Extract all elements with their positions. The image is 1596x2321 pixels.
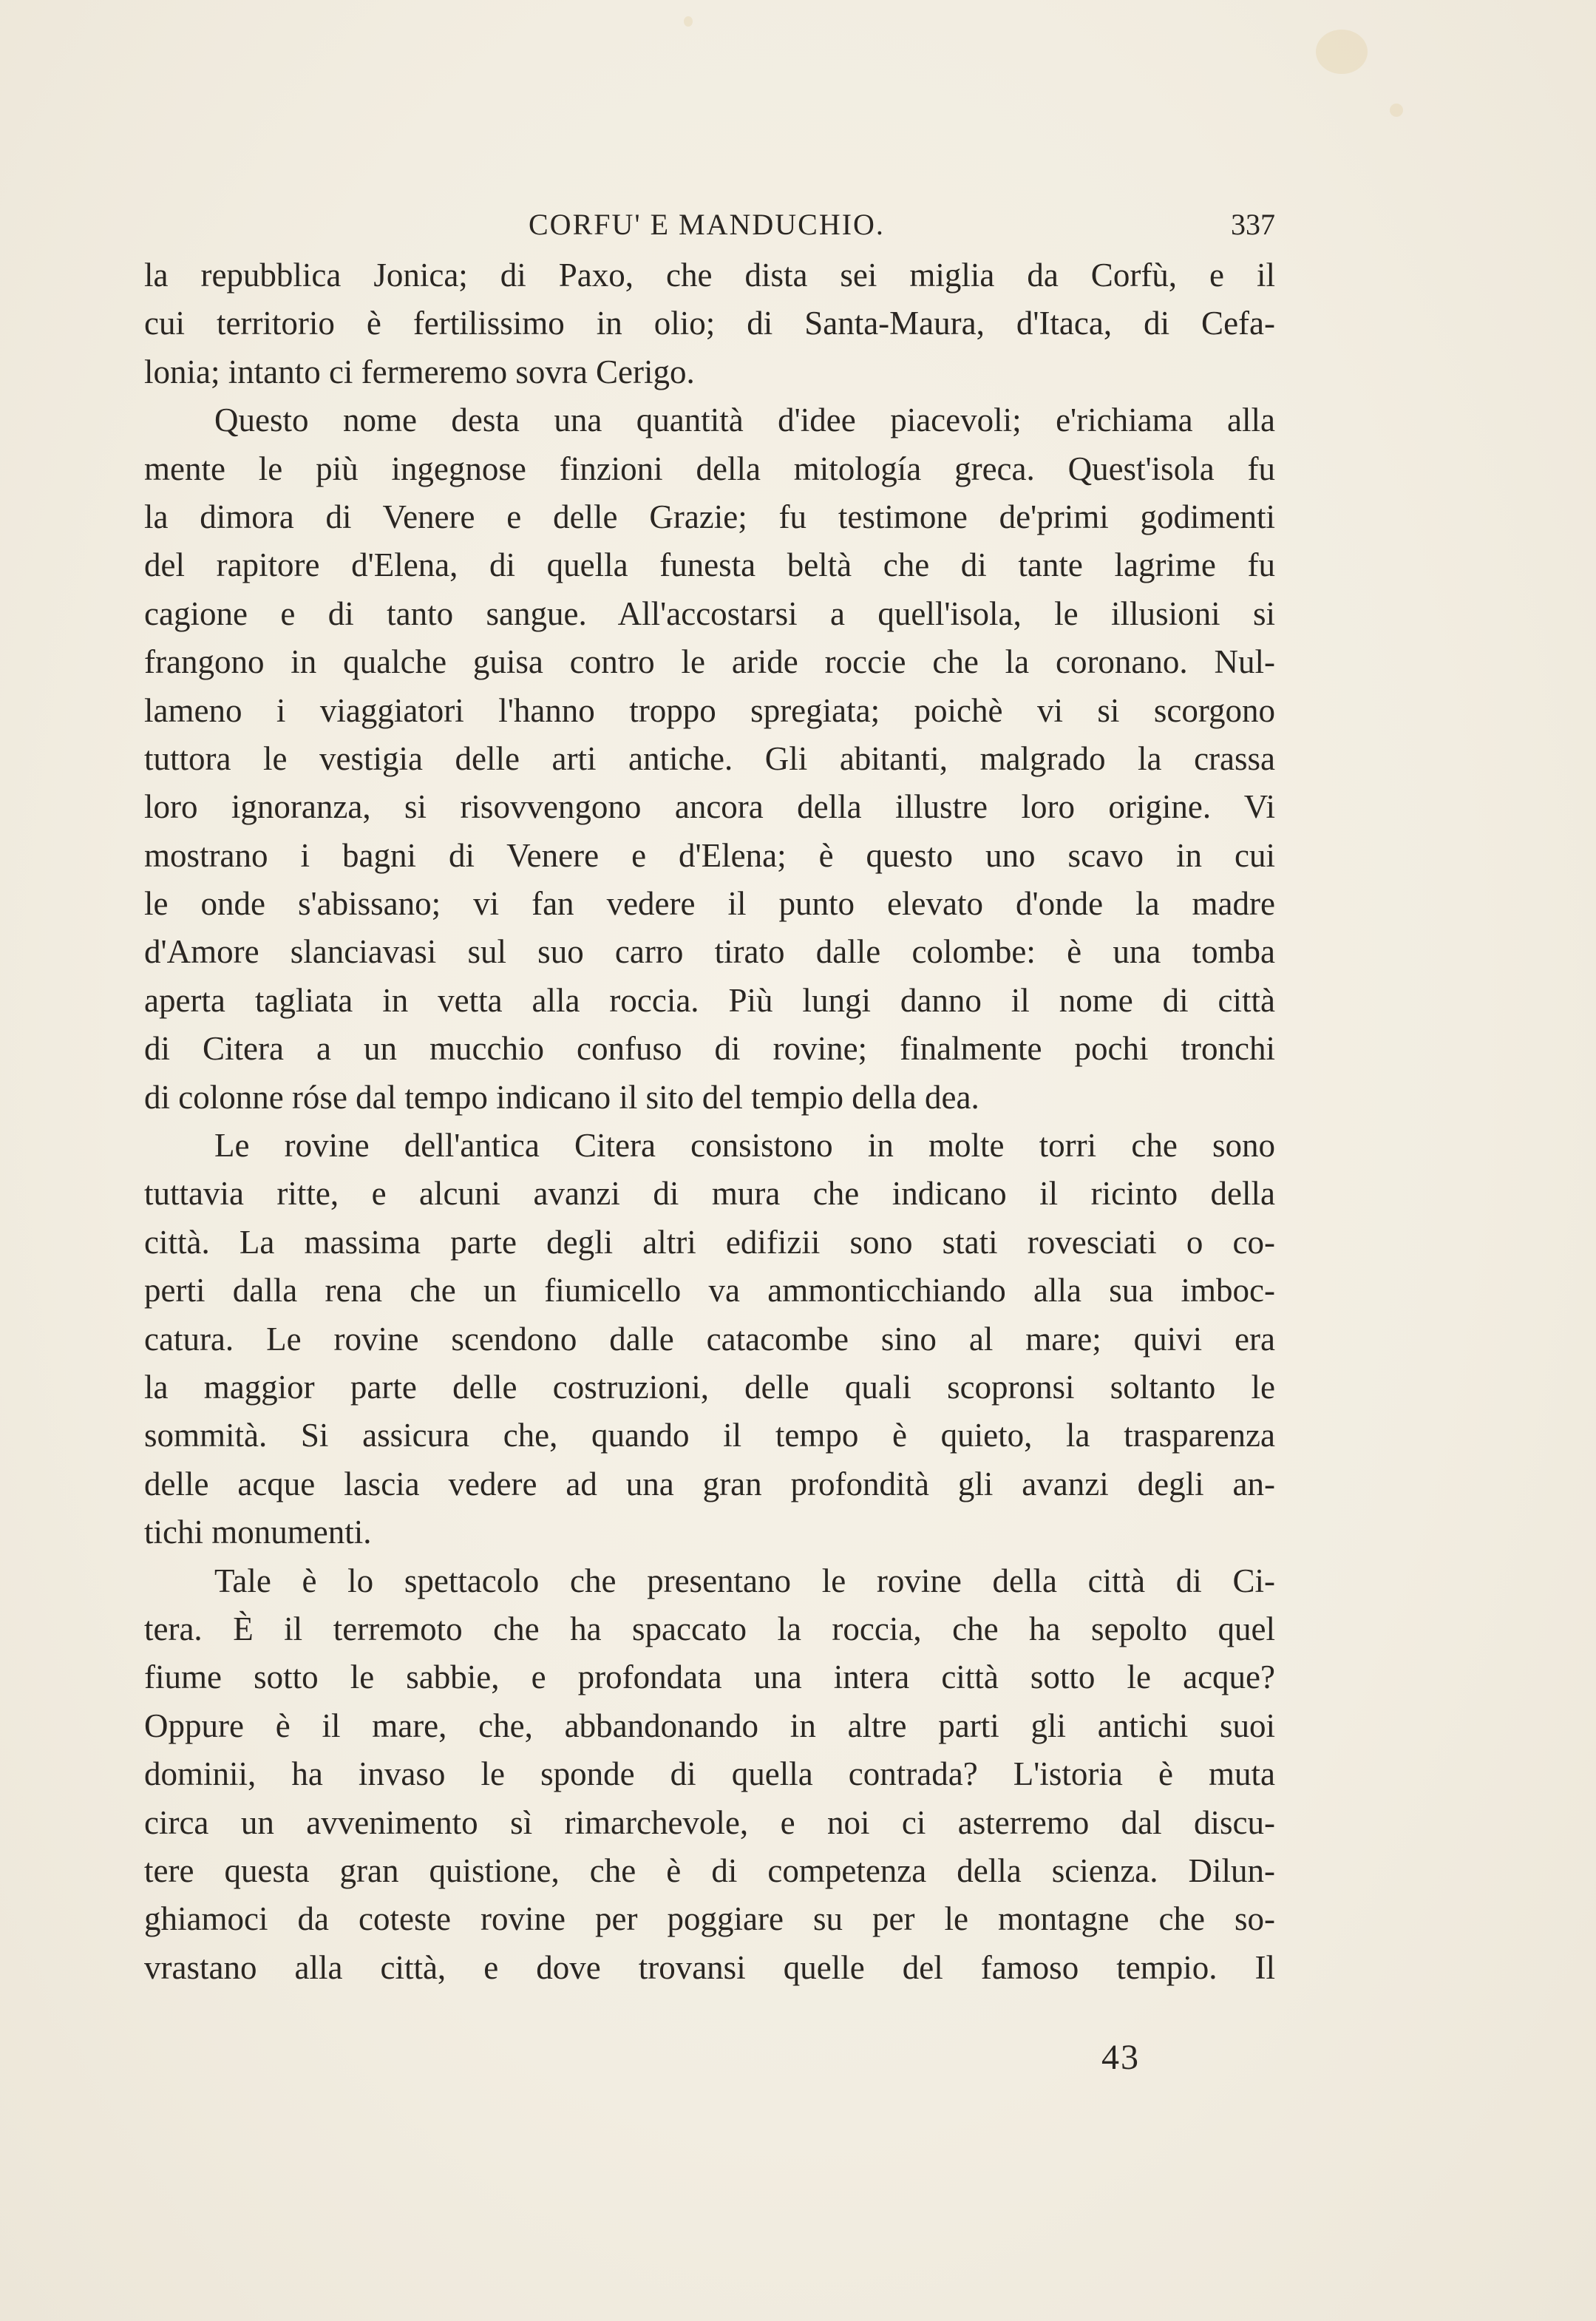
text-line: Le rovine dell'antica Citera consistono in molte torri che sono	[214, 1127, 1275, 1165]
text-line: Oppure è il mare, che, abbandonando in altre parti gli antichi suoi	[144, 1707, 1275, 1744]
text-line: lonia; intanto ci fermeremo sovra Cerigo.	[144, 353, 695, 390]
text-line: la maggior parte delle costruzioni, delle quali scopronsi soltanto le	[144, 1368, 1275, 1406]
text-line: ghiamoci da coteste rovine per poggiare su per le montagne che so-	[144, 1900, 1275, 1938]
text-line: tere questa gran quistione, che è di competenza della scienza. Dilun-	[144, 1851, 1275, 1889]
text-line: frangono in qualche guisa contro le aride roccie che la coronano. Nul-	[144, 643, 1275, 681]
text-line: città. La massima parte degli altri edifizii sono stati rovesciati o co-	[144, 1223, 1275, 1261]
text-line: le onde s'abissano; vi fan vedere il punto elevato d'onde la madre	[144, 885, 1275, 923]
text-line: mente le più ingegnose finzioni della mitología greca. Quest'isola fu	[144, 450, 1275, 487]
text-line: aperta tagliata in vetta alla roccia. Più lungi danno il nome di città	[144, 981, 1275, 1019]
text-line: circa un avvenimento sì rimarchevole, e noi ci asterremo dal discu-	[144, 1803, 1275, 1841]
signature-mark: 43	[1101, 2038, 1140, 2077]
text-line: del rapitore d'Elena, di quella funesta beltà che di tante lagrime fu	[144, 546, 1275, 584]
text-line: d'Amore slanciavasi sul suo carro tirato dalle colombe: è una tomba	[144, 933, 1275, 971]
text-line: Questo nome desta una quantità d'idee piacevoli; e'richiama alla	[214, 401, 1275, 439]
text-line: la repubblica Jonica; di Paxo, che dista sei miglia da Corfù, e il	[144, 257, 1275, 294]
running-title: CORFU' E MANDUCHIO.	[529, 208, 885, 241]
text-line: sommità. Si assicura che, quando il tempo è quieto, la trasparenza	[144, 1417, 1275, 1454]
text-line: fiume sotto le sabbie, e profondata una intera città sotto le acque?	[144, 1658, 1275, 1696]
paper-stain	[1316, 30, 1368, 74]
text-line: dominii, ha invaso le sponde di quella contrada? L'istoria è muta	[144, 1755, 1275, 1793]
paper-stain	[684, 16, 693, 27]
text-line: tera. È il terremoto che ha spaccato la roccia, che ha sepolto quel	[144, 1610, 1275, 1647]
paper-stain	[1390, 104, 1403, 117]
text-line: loro ignoranza, si risovvengono ancora della illustre loro origine. Vi	[144, 788, 1275, 826]
text-line: vrastano alla città, e dove trovansi quelle del famoso tempio. Il	[144, 1948, 1275, 1986]
text-line: lameno i viaggiatori l'hanno troppo spregiata; poichè vi si scorgono	[144, 691, 1275, 729]
text-line: Tale è lo spettacolo che presentano le rovine della città di Ci-	[214, 1562, 1275, 1599]
text-line: la dimora di Venere e delle Grazie; fu testimone de'primi godimenti	[144, 498, 1275, 535]
text-line: delle acque lascia vedere ad una gran profondità gli avanzi degli an-	[144, 1465, 1275, 1502]
text-line: perti dalla rena che un fiumicello va ammonticchiando alla sua imboc-	[144, 1272, 1275, 1309]
text-line: tuttora le vestigia delle arti antiche. Gli abitanti, malgrado la crassa	[144, 739, 1275, 777]
text-line: tuttavia ritte, e alcuni avanzi di mura che indicano il ricinto della	[144, 1175, 1275, 1213]
page-number: 337	[1231, 208, 1275, 241]
text-line: di colonne róse dal tempo indicano il sito del tempio della dea.	[144, 1078, 979, 1116]
text-line: mostrano i bagni di Venere e d'Elena; è questo uno scavo in cui	[144, 836, 1275, 874]
text-line: di Citera a un mucchio confuso di rovine; finalmente pochi tronchi	[144, 1030, 1275, 1068]
page-header	[144, 207, 1275, 251]
text-line: catura. Le rovine scendono dalle catacombe sino al mare; quivi era	[144, 1320, 1275, 1358]
text-line: tichi monumenti.	[144, 1514, 372, 1551]
text-line: cagione e di tanto sangue. All'accostarsi a quell'isola, le illusioni si	[144, 594, 1275, 632]
body-text	[144, 251, 1275, 1992]
text-line: cui territorio è fertilissimo in olio; di Santa-Maura, d'Itaca, di Cefa-	[144, 305, 1275, 342]
